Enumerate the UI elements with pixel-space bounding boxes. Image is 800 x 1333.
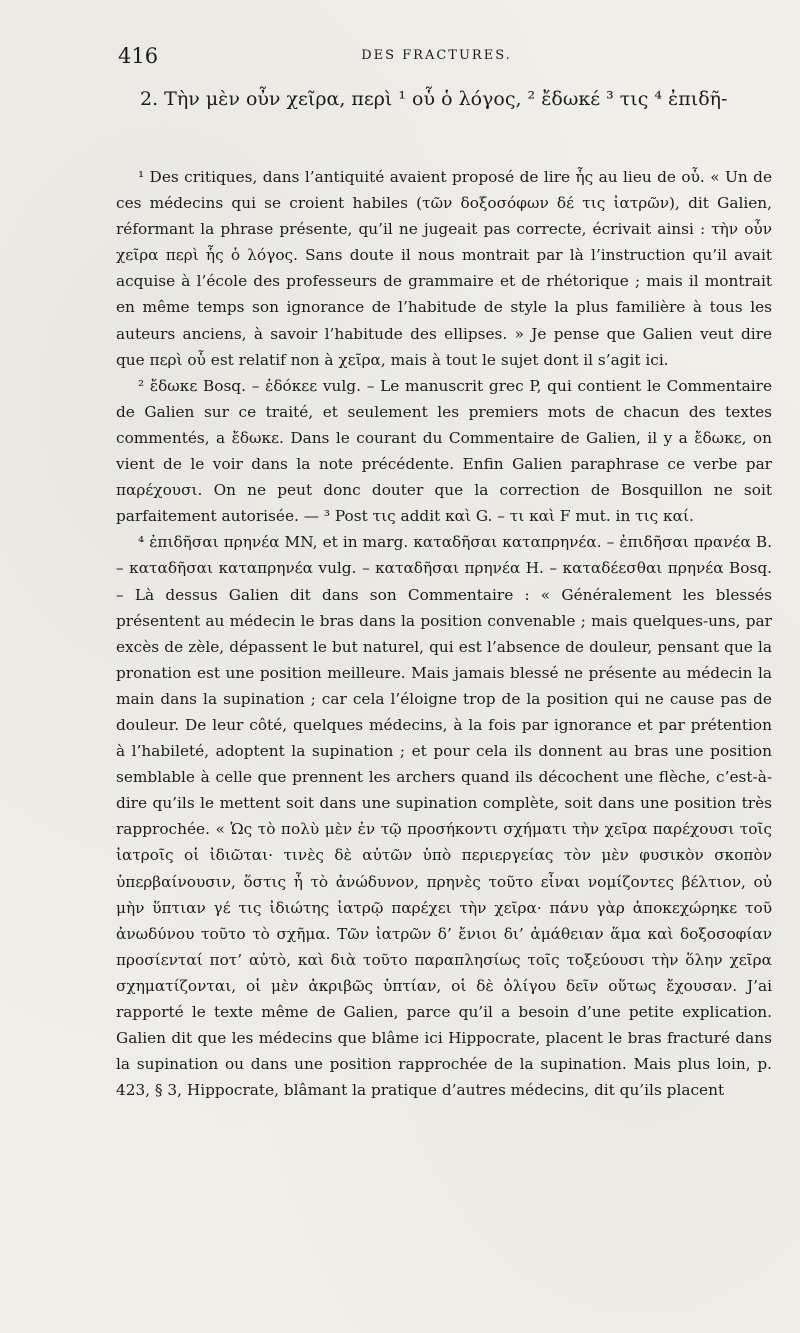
running-title: DES FRACTURES.: [361, 48, 512, 63]
footnotes: [116, 164, 772, 1103]
footnote-2-3: ² ἔδωκε Bosq. – ἐδόκεε vulg. – Le manuscrit grec P, qui contient le Commentaire de Galien sur ce traité, et seulement les premiers mots de chacun des textes commentés, a ἔδωκε. Dans le courant du Commentaire de Galien, il y a ἔδωκε, on vient de le voir dans la note précédente. Enfin Galien paraphrase ce verbe par παρέχουσι. On ne peut donc douter que la correction de Bosquillon ne soit parfaitement autorisée. — ³ Post τις addit καὶ G. – τι καὶ F mut. in τις καί.: [116, 376, 772, 526]
page-number: 416: [118, 44, 159, 68]
footnote-4: ⁴ ἐπιδῆσαι πρηνέα MN, et in marg. καταδῆσαι καταπρηνέα. – ἐπιδῆσαι πρανέα B. – καταδῆσαι καταπρηνέα vulg. – καταδῆσαι πρηνέα H. – καταδέεσθαι πρηνέα Bosq. – Là dessus Galien dit dans son Commentaire : « Généralement les blessés présentent au médecin le bras dans la position convenable ; mais quelques-uns, par excès de zèle, dépassent le but naturel, qui est l’absence de douleur, pensant que la pronation est une position meilleure. Mais jamais blessé ne présente au médecin la main dans la supination ; car cela l’éloigne trop de la position qui ne cause pas de douleur. De leur côté, quelques médecins, à la fois par ignorance et par prétention à l’habileté, adoptent la supination ; et pour cela ils donnent au bras une position semblable à celle que prennent les archers quand ils décochent une flèche, c’est-à-dire qu’ils le mettent soit dans une supination complète, soit dans une position très rapprochée. « Ὡς τὸ πολὺ μὲν ἐν τῷ προσήκοντι σχήματι τὴν χεῖρα παρέχουσι τοῖς ἰατροῖς οἱ ἰδιῶται· τινὲς δὲ αὐτῶν ὑπὸ περιεργείας τὸν μὲν φυσικὸν σκοπὸν ὑπερβαίνουσιν, ὅστις ἦ τὸ ἀνώδυνον, πρηνὲς τοῦτο εἶναι νομίζοντες βέλτιον, οὐ μὴν ὕπτιαν γέ τις ἰδιώτης ἰατρῷ παρέχει τὴν χεῖρα· πάνυ γὰρ ἀποκεχώρηκε τοῦ ἀνωδύνου τοῦτο τὸ σχῆμα. Τῶν ἰατρῶν δ’ ἔνιοι δι’ ἀμάθειαν ἅμα καὶ δοξοσοφίαν προσίενταί ποτ’ αὐτὸ, καὶ διὰ τοῦτο παραπλησίως τοῖς τοξεύουσι τὴν ὅλην χεῖρα σχηματίζονται, οἱ μὲν ἀκριβῶς ὑπτίαν, οἱ δὲ ὀλίγου δεῖν οὕτως ἔχουσαν. J’ai rapporté le texte même de Galien, parce qu’il a besoin d’une petite explication. Galien dit que les médecins que blâme ici Hippocrate, placent le bras fracturé dans la supination ou dans une position rapprochée de la supination. Mais plus loin, p. 423, § 3, Hippocrate, blâmant la pratique d’autres médecins, dit qu’ils placent: [116, 533, 772, 1100]
main-text-line: 2. Τὴν μὲν οὖν χεῖρα, περὶ ¹ οὗ ὁ λόγος, ² ἔδωκέ ³ τις ⁴ ἐπιδῆ-: [140, 88, 728, 110]
page-header: [118, 44, 755, 72]
footnote-1: ¹ Des critiques, dans l’antiquité avaient proposé de lire ἧς au lieu de οὗ. « Un de ces médecins qui se croient habiles (τῶν δοξοσόφων δέ τις ἰατρῶν), dit Galien, réformant la phrase présente, qu’il ne jugeait pas correcte, écrivait ainsi : τὴν οὖν χεῖρα περὶ ἧς ὁ λόγος. Sans doute il nous montrait par là l’instruction qu’il avait acquise à l’école des professeurs de grammaire et de rhétorique ; mais il montrait en même temps son ignorance de l’habitude de style la plus familière à tous les auteurs anciens, à savoir l’habitude des ellipses. » Je pense que Galien veut dire que περὶ οὗ est relatif non à χεῖρα, mais à tout le sujet dont il s’agit ici.: [116, 168, 772, 369]
